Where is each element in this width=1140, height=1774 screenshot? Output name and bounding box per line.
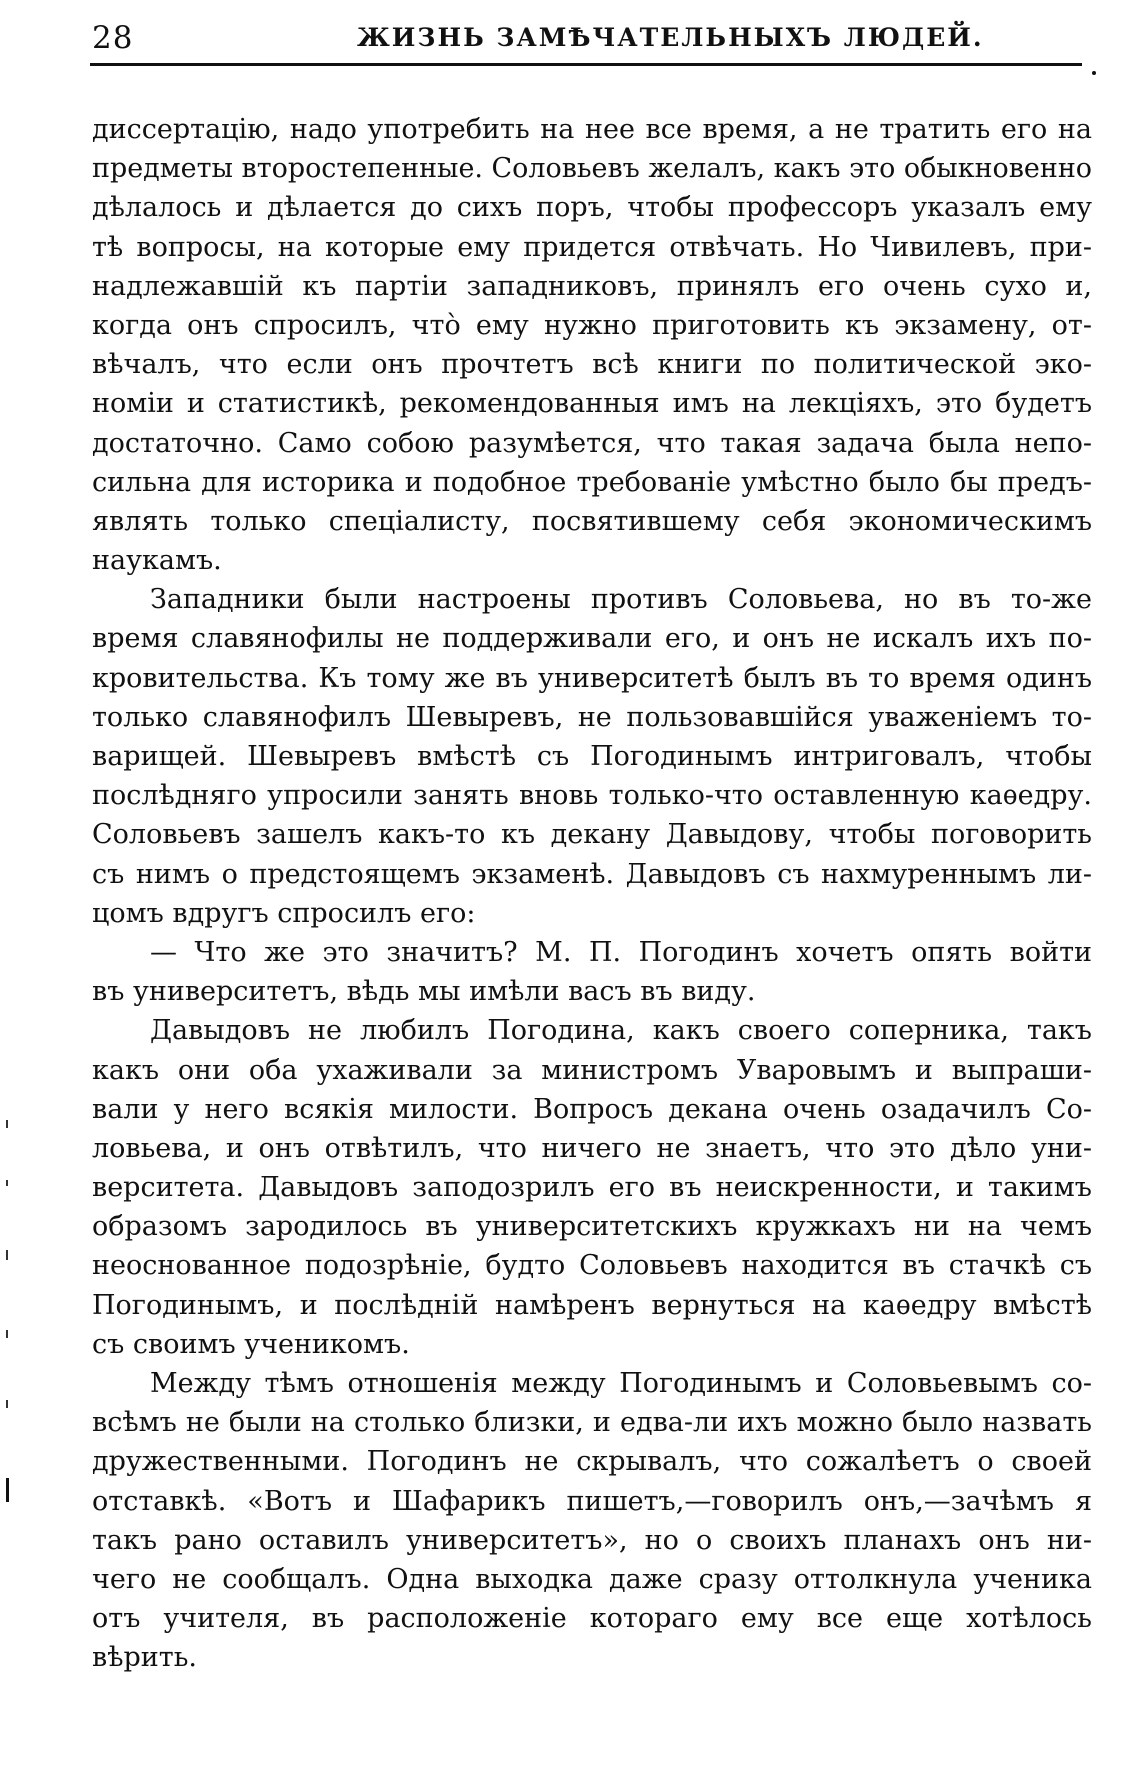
body-text — [92, 110, 1092, 1678]
text-line: — Что же это значитъ? М. П. Погодинъ хочетъ опять войти — [150, 936, 1092, 968]
text-line: сильна для историка и подобное требованіе умѣстно было бы предъ- — [92, 466, 1092, 498]
text-line: ловьева, и онъ отвѣтилъ, что ничего не знаетъ, что это дѣло уни- — [92, 1132, 1092, 1164]
text-line: чего не сообщалъ. Одна выходка даже сразу оттолкнула ученика — [92, 1563, 1092, 1595]
text-line: образомъ зародилось въ университетскихъ кружкахъ ни на чемъ — [92, 1211, 1092, 1243]
text-line: всѣмъ не были на столько близки, и едва-ли ихъ можно было назвать — [92, 1407, 1092, 1439]
text-line: Западники были настроены противъ Соловьева, но въ то-же — [150, 584, 1092, 616]
page-number: 28 — [92, 20, 134, 56]
text-line: Погодинымъ, и послѣдній намѣренъ вернуться на каѳедру вмѣстѣ — [92, 1289, 1092, 1321]
text-line: съ нимъ о предстоящемъ экзаменѣ. Давыдовъ съ нахмуреннымъ ли- — [92, 858, 1092, 890]
text-line: какъ они оба ухаживали за министромъ Уваровымъ и выпраши- — [92, 1054, 1092, 1086]
text-line: Соловьевъ зашелъ какъ-то къ декану Давыдову, чтобы поговорить — [92, 819, 1092, 851]
running-title: ЖИЗНЬ ЗАМѢЧАТЕЛЬНЫХЪ ЛЮДЕЙ. — [357, 23, 984, 52]
text-line: съ своимъ ученикомъ. — [92, 1328, 410, 1360]
text-line: такъ рано оставилъ университетъ», но о своихъ планахъ онъ ни- — [92, 1524, 1092, 1556]
text-line: вѣрить. — [92, 1642, 197, 1674]
text-line: Давыдовъ не любилъ Погодина, какъ своего соперника, такъ — [150, 1015, 1092, 1047]
binding-edge-mark — [6, 1330, 8, 1338]
text-line: цомъ вдругъ спросилъ его: — [92, 897, 476, 929]
text-line: варищей. Шевыревъ вмѣстѣ съ Погодинымъ интриговалъ, чтобы — [92, 741, 1092, 772]
text-line: вѣчалъ, что если онъ прочтетъ всѣ книги по политической эко- — [92, 349, 1092, 381]
text-line: Между тѣмъ отношенія между Погодинымъ и Соловьевымъ со- — [150, 1368, 1092, 1399]
text-line: вали у него всякія милости. Вопросъ декана очень озадачилъ Со- — [92, 1093, 1092, 1125]
text-line: надлежавшій къ партіи западниковъ, принялъ его очень сухо и, — [92, 270, 1092, 302]
text-line: верситета. Давыдовъ заподозрилъ его въ неискренности, и такимъ — [92, 1172, 1092, 1204]
text-line: достаточно. Само собою разумѣется, что такая задача была непо- — [92, 427, 1092, 459]
binding-edge-mark — [6, 1400, 8, 1408]
page-header — [92, 18, 1092, 58]
text-line: дѣлалось и дѣлается до сихъ поръ, чтобы профессоръ указалъ ему — [92, 192, 1092, 224]
text-line: диссертацію, надо употребить на нее все время, а не тратить его на — [92, 114, 1092, 145]
binding-edge-mark — [6, 1250, 8, 1260]
header-rule — [90, 63, 1082, 66]
text-line: номіи и статистикѣ, рекомендованныя имъ на лекціяхъ, это будетъ — [92, 388, 1092, 420]
binding-edge-mark — [6, 1120, 8, 1128]
text-line: наукамъ. — [92, 545, 222, 577]
binding-edge-mark — [6, 1478, 9, 1502]
text-line: время славянофилы не поддерживали его, и онъ не искалъ ихъ по- — [92, 623, 1092, 655]
text-line: когда онъ спросилъ, что̀ ему нужно приготовить къ экзамену, от- — [92, 309, 1092, 341]
text-line: кровительства. Къ тому же въ университетѣ былъ въ то время одинъ — [92, 662, 1092, 694]
text-line: въ университетъ, вѣдь мы имѣли васъ въ виду. — [92, 976, 756, 1008]
text-line: дружественными. Погодинъ не скрывалъ, что сожалѣетъ о своей — [92, 1446, 1092, 1478]
text-line: отставкѣ. «Вотъ и Шафарикъ пишетъ,—говорилъ онъ,—зачѣмъ я — [92, 1485, 1092, 1517]
text-line: только славянофилъ Шевыревъ, не пользовавшійся уваженіемъ то- — [92, 701, 1092, 733]
text-line: отъ учителя, въ расположеніе котораго ему все еще хотѣлось — [92, 1603, 1092, 1635]
binding-edge-mark — [6, 1180, 8, 1186]
text-line: неоснованное подозрѣніе, будто Соловьевъ находится въ стачкѣ съ — [92, 1250, 1092, 1282]
text-line: предметы второстепенные. Соловьевъ желалъ, какъ это обыкновенно — [92, 153, 1092, 185]
text-line: послѣдняго упросили занять вновь только-что оставленную каѳедру. — [92, 780, 1092, 812]
text-line: тѣ вопросы, на которые ему придется отвѣчать. Но Чивилевъ, при- — [92, 231, 1092, 263]
header-rule-dot — [1092, 71, 1096, 75]
text-line: являть только спеціалисту, посвятившему себя экономическимъ — [92, 505, 1092, 537]
